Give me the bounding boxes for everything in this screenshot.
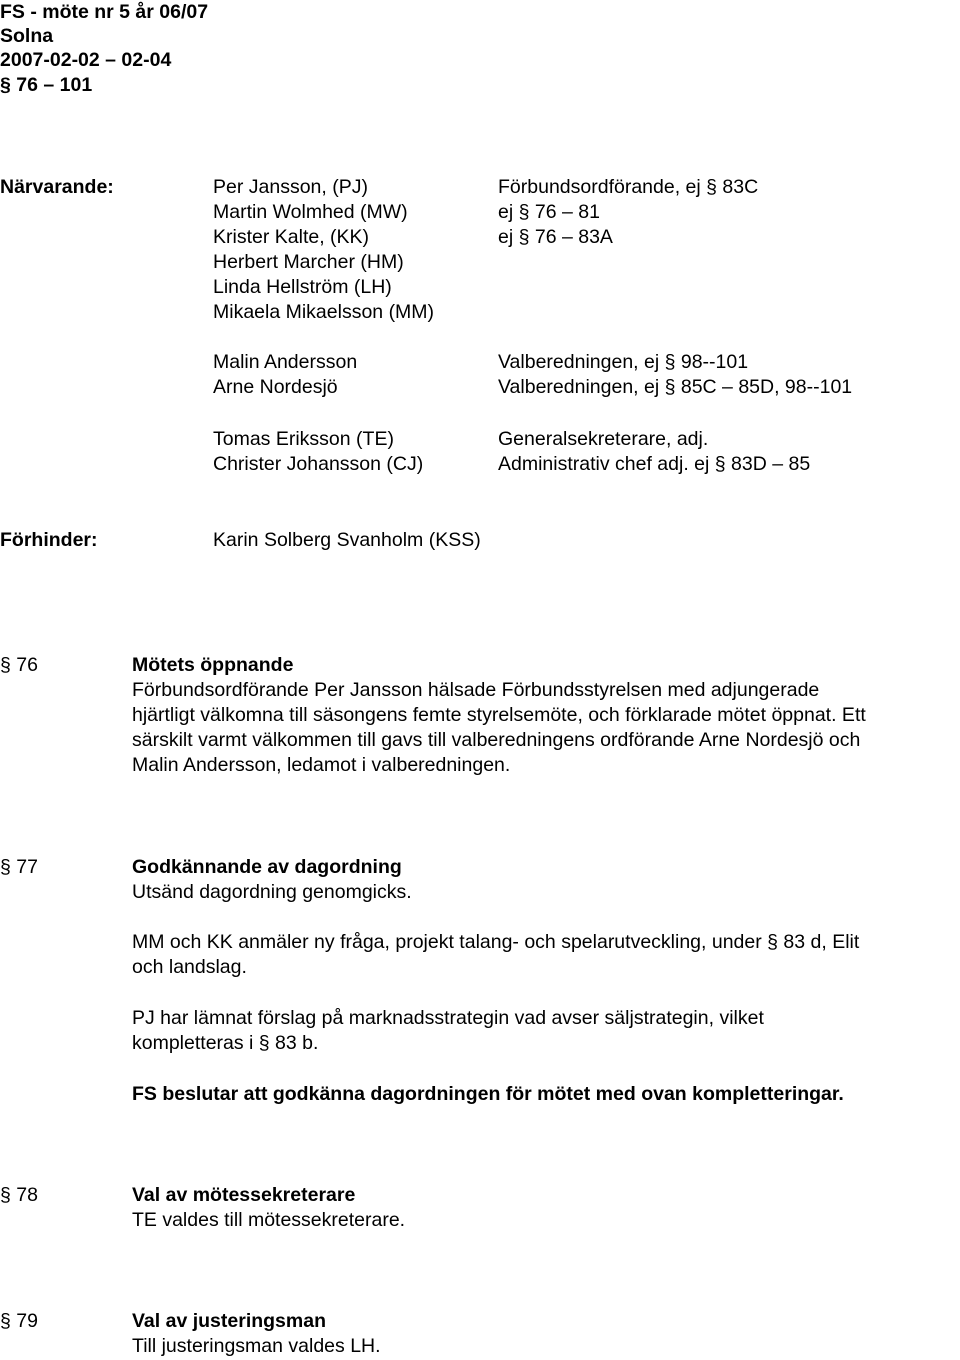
- section-body: [132, 1208, 960, 1233]
- section-heading: Godkännande av dagordning: [132, 856, 402, 878]
- body-line: kompletteras i § 83 b.: [132, 1032, 319, 1054]
- attendee-name: Christer Johansson (CJ): [213, 453, 424, 475]
- decision-text: [132, 1082, 960, 1107]
- attendee-note: Generalsekreterare, adj.: [498, 428, 709, 450]
- section-body: [132, 678, 960, 778]
- attendee-name: Malin Andersson: [213, 351, 358, 373]
- attendee-note: Valberedningen, ej § 85C – 85D, 98--101: [498, 376, 853, 398]
- body-line: MM och KK anmäler ny fråga, projekt talang- och spelarutveckling, under § 83 d, Elit: [132, 931, 860, 953]
- paragraph-range: § 76 – 101: [0, 74, 93, 96]
- attendee-note: Administrativ chef adj. ej § 83D – 85: [498, 453, 811, 475]
- document-title: FS - möte nr 5 år 06/07: [0, 1, 209, 23]
- decision-line: FS beslutar att godkänna dagordningen för mötet med ovan kompletteringar.: [132, 1083, 844, 1105]
- attendee-note: ej § 76 – 83A: [498, 226, 613, 248]
- attendee-note: Valberedningen, ej § 98--101: [498, 351, 749, 373]
- section-body: [132, 930, 960, 980]
- section-heading: Val av mötessekreterare: [132, 1184, 356, 1206]
- section-number: § 78: [0, 1184, 38, 1206]
- attendee-name: Arne Nordesjö: [213, 376, 338, 398]
- attendee-note: Förbundsordförande, ej § 83C: [498, 176, 759, 198]
- body-line: särskilt varmt välkommen till gavs till valberedningens ordförande Arne Nordesjö och: [132, 729, 861, 751]
- section-body: [132, 1334, 960, 1359]
- attendee-name: Herbert Marcher (HM): [213, 251, 404, 273]
- section-heading: Val av justeringsman: [132, 1310, 327, 1332]
- attendee-note: ej § 76 – 81: [498, 201, 600, 223]
- body-line: Förbundsordförande Per Jansson hälsade Förbundsstyrelsen med adjungerade: [132, 679, 820, 701]
- body-line: Utsänd dagordning genomgicks.: [132, 881, 412, 903]
- meeting-place: Solna: [0, 25, 54, 47]
- section-number: § 76: [0, 654, 38, 676]
- body-line: Malin Andersson, ledamot i valberedningen.: [132, 754, 511, 776]
- attendee-name: Linda Hellström (LH): [213, 276, 392, 298]
- attendee-name: Per Jansson, (PJ): [213, 176, 368, 198]
- section-body: [132, 880, 960, 905]
- body-line: TE valdes till mötessekreterare.: [132, 1209, 406, 1231]
- attendee-name: Mikaela Mikaelsson (MM): [213, 301, 435, 323]
- body-line: och landslag.: [132, 956, 247, 978]
- section-number: § 77: [0, 856, 38, 878]
- body-line: Till justeringsman valdes LH.: [132, 1335, 381, 1357]
- attendee-name: Tomas Eriksson (TE): [213, 428, 394, 450]
- section-body: [132, 1006, 960, 1056]
- section-number: § 79: [0, 1310, 38, 1332]
- meeting-dates: 2007-02-02 – 02-04: [0, 49, 172, 71]
- body-line: hjärtligt välkomna till säsongens femte styrelsemöte, och förklarade mötet öppnat. Ett: [132, 704, 866, 726]
- attendee-name: Krister Kalte, (KK): [213, 226, 370, 248]
- absent-name: Karin Solberg Svanholm (KSS): [213, 529, 481, 551]
- body-line: PJ har lämnat förslag på marknadsstrategin vad avser säljstrategin, vilket: [132, 1007, 764, 1029]
- present-label: Närvarande:: [0, 176, 114, 198]
- absent-label: Förhinder:: [0, 529, 98, 551]
- section-heading: Mötets öppnande: [132, 654, 294, 676]
- attendee-name: Martin Wolmhed (MW): [213, 201, 408, 223]
